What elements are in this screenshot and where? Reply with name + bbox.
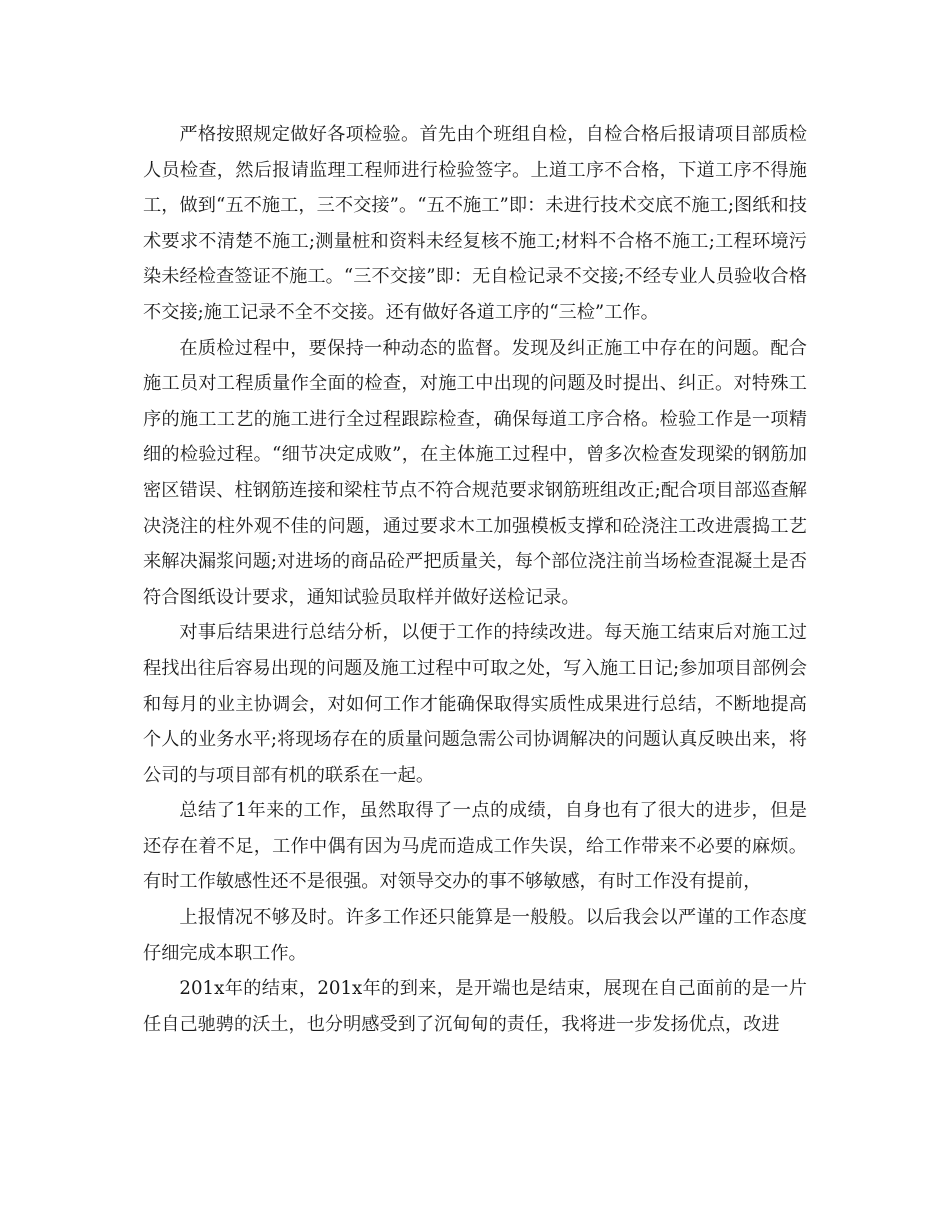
paragraph-reporting: 上报情况不够及时。许多工作还只能算是一般般。以后我会以严谨的工作态度仔细完成本职工作。 [143, 907, 807, 964]
paragraph-new-year: 201x年的结束，201x年的到来，是开端也是结束，展现在自己面前的是一片任自己驰骋的沃土，也分明感受到了沉甸甸的责任，我将进一步发扬优点，改进 [143, 978, 807, 1035]
paragraph-shortcomings: 总结了1年来的工作，虽然取得了一点的成绩，自身也有了很大的进步，但是还存在着不足，工作中偶有因为马虎而造成工作失误，给工作带来不必要的麻烦。有时工作敏感性还不是很强。对领导交办的事不够敏感，有时工作没有提前， [143, 800, 807, 893]
paragraph-inspection-rules: 严格按照规定做好各项检验。首先由个班组自检，自检合格后报请项目部质检人员检查，然后报请监理工程师进行检验签字。上道工序不合格，下道工序不得施工，做到“五不施工，三不交接”。“五不施工”即：未进行技术交底不施工;图纸和技术要求不清楚不施工;测量桩和资料未经复核不施工;材料不合格不施工;工程环境污染未经检查签证不施工。“三不交接”即：无自检记录不交接;不经专业人员验收合格不交接;施工记录不全不交接。还有做好各道工序的“三检”工作。 [143, 124, 807, 323]
paragraph-summary-analysis: 对事后结果进行总结分析，以便于工作的持续改进。每天施工结束后对施工过程找出往后容易出现的问题及施工过程中可取之处，写入施工日记;参加项目部例会和每月的业主协调会，对如何工作才能确保取得实质性成果进行总结，不断地提高个人的业务水平;将现场存在的质量问题急需公司协调解决的问题认真反映出来，将公司的与项目部有机的联系在一起。 [143, 622, 807, 786]
paragraph-dynamic-supervision: 在质检过程中，要保持一种动态的监督。发现及纠正施工中存在的问题。配合施工员对工程质量作全面的检查，对施工中出现的问题及时提出、纠正。对特殊工序的施工工艺的施工进行全过程跟踪检查，确保每道工序合格。检验工作是一项精细的检验过程。“细节决定成败”，在主体施工过程中，曾多次检查发现梁的钢筋加密区错误、柱钢筋连接和梁柱节点不符合规范要求钢筋班组改正;配合项目部巡查解决浇注的柱外观不佳的问题，通过要求木工加强模板支撑和砼浇注工改进震捣工艺来解决漏浆问题;对进场的商品砼严把质量关，每个部位浇注前当场检查混凝土是否符合图纸设计要求，通知试验员取样并做好送检记录。 [143, 337, 807, 608]
document-body [143, 117, 807, 1042]
